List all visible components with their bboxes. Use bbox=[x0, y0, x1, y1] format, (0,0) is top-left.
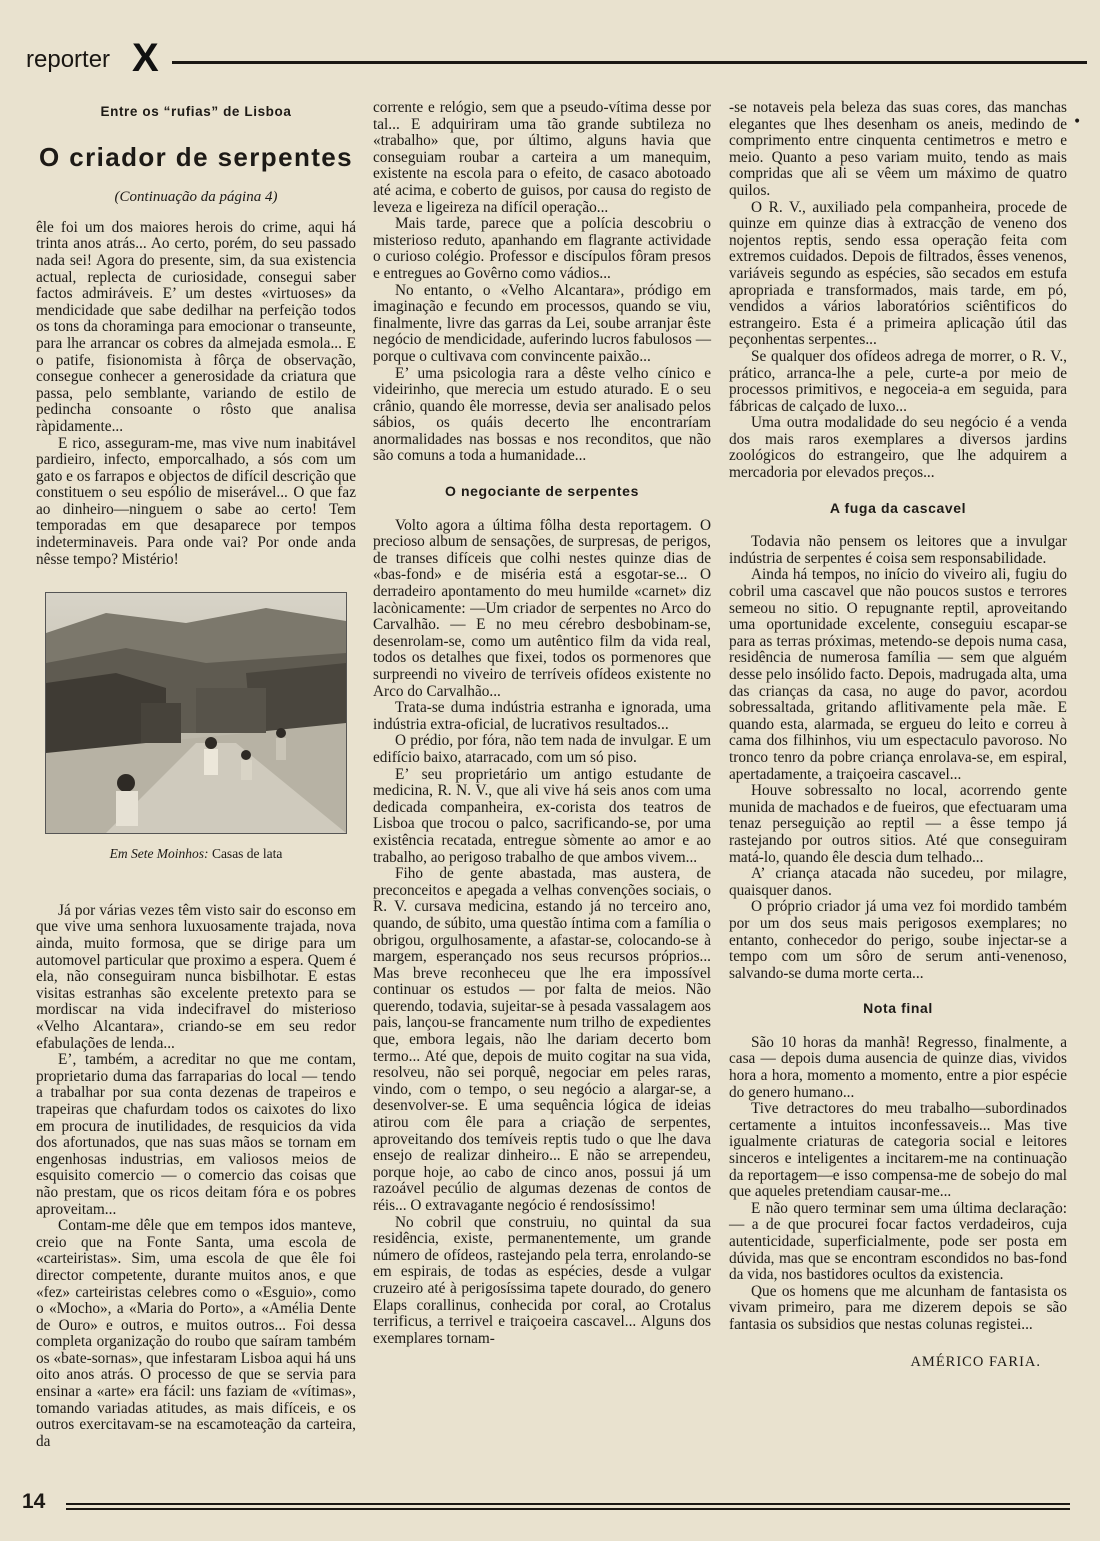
paragraph: O próprio criador já uma vez foi mordido também por um dos seus mais perigosos exemplares; no entanto, conhecedor do perigo, soube injectar-se a tempo com um sôro de serum anti-venenoso, salvando-se duma morte certa... bbox=[729, 898, 1067, 982]
paragraph: Tive detractores do meu trabalho—subordinados certamente a intuitos inconfessaveis... Mas tive igualmente criaturas de categoria social e leitores sinceros e inteligentes a incitarem-me na continuação da reportagem—e isso compensa-me de sobejo do mal que aqueles pretendiam causar-me... bbox=[729, 1100, 1067, 1201]
paragraph: corrente e relógio, sem que a pseudo-vítima desse por tal... E adquiriram uma tão grande subtileza no «trabalho» que, por último, alguns havia que conseguiam roubar a carteira a um manequim, existente na escola para o efeito, de casaco abotoado até acima, e coberto de guisos, por causa do registo de leveza e ligeireza na difícil operação... bbox=[373, 99, 711, 216]
paragraph: Que os homens que me alcunham de fantasista os vivam primeiro, para me dizerem depois se são fantasia os subsidios que nestas colunas registei... bbox=[729, 1282, 1067, 1333]
paragraph: Mais tarde, parece que a polícia descobriu o misterioso reduto, apanhando em flagrante actividade o curioso colégio. Professor e discípulos fôram presos e entregues ao Govêrno como vádios... bbox=[373, 215, 711, 282]
continuation-note: (Continuação da página 4) bbox=[114, 189, 278, 206]
paragraph: São 10 horas da manhã! Regresso, finalmente, a casa — depois duma ausencia de quinze dias, vividos hora a hora, momento a momento, entre a pior espécie do genero humano... bbox=[729, 1033, 1067, 1101]
paragraph: Ainda há tempos, no início do viveiro ali, fugiu do cobril uma cascavel que não poucos sustos e terrores semeou no sitio. O repugnante reptil, aproveitando uma oportunidade excelente, conseguiu escapar-se para as terras próximas, metendo-se depois numa casa, residência de numerosa família — sem que alguém desse pelo insólido facto. Depois, madrugada alta, uma das crianças da casa, no auge do pavor, acordou sobressaltada, gritando aflitivamente pela mãe. E quando esta, alarmada, se ergueu do leito e correu à cama dos filhinhos, viu um espectaculo pavoroso. No tronco tenro da pobre criança enrolava-se, em espiral, apertadamente, a traiçoeira cascavel... bbox=[729, 566, 1067, 783]
paragraph: O R. V., auxiliado pela companheira, procede de quinze em quinze dias à extracção de veneno dos nojentos reptis, sendo essa operação feita com extremos cuidados. Depois de filtrados, êsses venenos, variáveis segundo as espécies, são secados em estufa apropriada e transformados, mais tarde, em pó, vendidos a vários laboratórios sciêntificos do estrangeiro. Esta é a primeira aplicação útil das peçonhentas serpentes... bbox=[729, 198, 1067, 349]
shanty-town-photo bbox=[46, 593, 346, 833]
paragraph: êle foi um dos maiores herois do crime, aqui há trinta anos atrás... Ao certo, porém, do seu passado nada sei! Agora do presente, sim, da sua existencia actual, replecta de curiosidade, consegui saber factos admiráveis. E’ um destes «virtuoses» da mendicidade que sabe dedilhar na perfeição todos os tons da choraminga para emocionar o transeunte, para lhe arrancar os cobres da almejada esmola... E o patife, fisionomista à fôrça de observação, consegue conhecer a generosidade da criatura que passa, pelo semblante, variando de estilo de pedincha consoante o rôsto que analisa ràpidamente... bbox=[36, 218, 356, 435]
paragraph: -se notaveis pela beleza das suas cores, das manchas elegantes que lhes desenham os aneis, medindo de comprimento entre cinquenta centimetros e metro e meio. Quanto a peso variam muito, tendo as mais compridas que ali se vêem um máximo de quatro quilos. bbox=[729, 99, 1067, 199]
section-heading: O negociante de serpentes bbox=[445, 483, 639, 500]
paragraph: A’ criança atacada não sucedeu, por milagre, quaisquer danos. bbox=[729, 865, 1067, 899]
paragraph: No cobril que construiu, no quintal da sua residência, existe, permanentemente, um grande número de ofídeos, rastejando pela terra, enrolando-se em espirais, de todas as espécies, desde a vulgar cruzeiro até à perigosíssima tapete dourado, do genero Elaps corallinus, conhecida por coral, ao Crotalus terrificus, a terrivel e traiçoeira cascavel... Alguns dos exemplares tornam- bbox=[373, 1213, 711, 1347]
paragraph: Volto agora a última fôlha desta reportagem. O precioso album de sensações, de surpresas, de perigos, de transes difíceis que colhi nestes quinze dias de «bas-fond» e de miséria está a esgotar-se... O derradeiro apontamento do meu humilde «carnet» diz lacònicamente: —Um criador de serpentes no Arco do Carvalhão. — E no meu cérebro desbobinam-se, desenrolam-se, como um autêntico film da vida real, todos os detalhes que fixei, todos os pormenores que surpreendi no viveiro de terríveis ofídeos existente no Arco do Carvalhão... bbox=[373, 516, 711, 700]
column-2 bbox=[373, 100, 711, 1347]
print-speck: • bbox=[1073, 114, 1082, 130]
paragraph: Trata-se duma indústria estranha e ignorada, uma indústria extra-oficial, de lucrativos resultados... bbox=[373, 699, 711, 733]
caption-location: Em Sete Moinhos: bbox=[109, 846, 209, 862]
paragraph: Houve sobressalto no local, acorrendo gente munida de machados e de fueiros, que efectuaram uma tenaz perseguição ao reptil — a êsse tempo já rastejando por outros sitios. Até que conseguiram matá-lo, quando êle descia dum telhado... bbox=[729, 782, 1067, 866]
section-heading: Nota final bbox=[863, 1000, 933, 1017]
masthead bbox=[22, 38, 1072, 82]
article-kicker: Entre os “rufias” de Lisboa bbox=[100, 104, 292, 119]
footer-rule bbox=[66, 1503, 1070, 1510]
article-photo bbox=[45, 592, 347, 834]
article-title: O criador de serpentes bbox=[38, 141, 354, 172]
paragraph: Contam-me dêle que em tempos idos manteve, creio que na Fonte Santa, uma escola de «carteiristas». Sim, uma escola de que êle foi director competente, durante muitos anos, e que «fez» carteiristas celebres como o «Esguio», como o «Mocho», a «Maria do Porto», a «Amélia Dente de Ouro» e outros, e muitos outros... Foi dessa completa organização do roubo que saíram também os «bate-sornas», que infestaram Lisboa aqui há uns oito anos atrás. O processo de que se servia para ensinar a «arte» era fácil: uns faziam de «vítimas», tomando variadas atitudes, as mais difíceis, e os outros exercitavam-se na escamoteação da carteira, da bbox=[36, 1217, 356, 1450]
paragraph: Já por várias vezes têm visto sair do esconso em que vive uma senhora luxuosamente trajada, nova ainda, muito formosa, que se dirige para um automovel particular que proximo a espera. Quem é ela, não conseguiram nunca bisbilhotar. E estas visitas estranhas são excelente pretexto para se mordiscar na vida indecifravel do misterioso «Velho Alcantara», criando-se em seu redor efabulações de lenda... bbox=[36, 901, 356, 1052]
section-heading: A fuga da cascavel bbox=[829, 499, 967, 516]
paragraph: Se qualquer dos ofídeos adrega de morrer, o R. V., prático, arranca-lhe a pele, curte-a por meio de processos primitivos, e negoceia-a em seguida, para fábricas de calçado de luxo... bbox=[729, 347, 1067, 415]
paragraph: E’, também, a acreditar no que me contam, proprietario duma das farraparias do local — tendo a trabalhar por sua conta dezenas de trapeiros e trapeiras que chafurdam todos os caixotes do lixo em procura de inutilidades, de resquicios da vida dos afortunados, que nas suas mãos se tornam em engenhosas industrias, em valiosos meios de esquisito comercio — o comercio das coisas que não prestam, que os ricos deitam fóra e os pobres aproveitam... bbox=[36, 1051, 356, 1218]
paragraph: E não quero terminar sem uma última declaração: — a de que procurei focar factos verdadeiros, cuja autenticidade, superficialmente, pode ser posta em dúvida, mas que se encontram escondidos no bas-fond da vida, nos bastidores ocultos da existencia. bbox=[729, 1199, 1067, 1284]
paragraph: E rico, asseguram-me, mas vive num inabitável pardieiro, infecto, emporcalhado, a sós com um gato e os farrapos e objectos de difícil descrição que constituem o seu espólio de miserável... O que faz ao dinheiro—ninguem o sabe ao certo! Tem temporadas em que desaparece por tempos indeterminaveis. Para onde vai? Por onde anda nêsse tempo? Mistério! bbox=[36, 434, 356, 568]
masthead-mark: X bbox=[132, 36, 159, 80]
caption-text: Casas de lata bbox=[211, 846, 283, 862]
column-1 bbox=[36, 100, 356, 1450]
paragraph: O prédio, por fóra, não tem nada de invulgar. E um edifício baixo, atarracado, com um só piso. bbox=[373, 732, 711, 766]
paragraph: No entanto, o «Velho Alcantara», pródigo em imaginação e fecundo em processos, quando se viu, finalmente, livre das garras da Lei, soube arranjar êste negócio de mendicidade, auferindo lucros fabulosos — porque o cultivava com convincente paixão... bbox=[373, 281, 711, 365]
paragraph: E’ uma psicologia rara a dêste velho cínico e videirinho, que merecia um estudo aturado. E o seu crânio, quando êle morresse, devia ser analisado pelos sábios, os quáis decerto lhe encontraríam anormalidades nas bossas e nos reconditos, que não são comuns a toda a humanidade... bbox=[373, 364, 711, 465]
masthead-rule bbox=[172, 61, 1087, 64]
column-3 bbox=[729, 100, 1067, 1370]
photo-caption bbox=[36, 846, 356, 863]
paragraph: Fiho de gente abastada, mas austera, de preconceitos e apegada a velhas convenções sociais, o R. V. cursava medicina, estando já no terceiro ano, quando, de súbito, uma questão íntima com a família o obrigou, orgulhosamente, a afastar-se, colocando-se à margem, esperançado nos seus recursos próprios... Mas breve reconheceu que lhe era impossível continuar os estudos — por falta de meios. Não querendo, todavia, sujeitar-se à pesada vassalagem aos pais, lançou-se francamente num trilho de expedientes que, embora legais, não lhe dariam decerto bom termo... Até que, depois de muito cogitar na sua vida, resolveu, não sei porquê, negociar em peles raras, vindo, com o tempo, o seu negócio a alargar-se, a desenvolver-se. E uma sequência lógica de ideias atirou com êle para a criação de serpentes, aproveitando dos temíveis reptis tudo o que lhe dava ensejo de realizar dinheiro... E não se arrependeu, porque hoje, ao cabo de cinco anos, possui já um razoável pecúlio de algumas dezenas de contos de réis... O extravagante negócio é rendosíssimo! bbox=[373, 865, 711, 1214]
paragraph: E’ seu proprietário um antigo estudante de medicina, R. N. V., que ali vive há seis anos com uma dedicada companheira, ex-corista dos teatros de Lisboa que trocou o palco, sacrificando-se, por uma existência recatada, entregue sòmente ao amor e ao trabalho, ao perigoso trabalho de que ambos vivem... bbox=[373, 765, 711, 866]
author-signature: AMÉRICO FARIA. bbox=[910, 1353, 1041, 1370]
page-number: 14 bbox=[22, 1490, 46, 1513]
paragraph: Uma outra modalidade do seu negócio é a venda dos mais raros exemplares a diversos jardins zoológicos do estrangeiro, que lhe adquirem a mercadoria por elevados preços... bbox=[729, 414, 1067, 482]
paragraph: Todavia não pensem os leitores que a invulgar indústria de serpentes é coisa sem responsabilidade. bbox=[729, 533, 1067, 567]
masthead-name: reporter bbox=[26, 46, 111, 73]
